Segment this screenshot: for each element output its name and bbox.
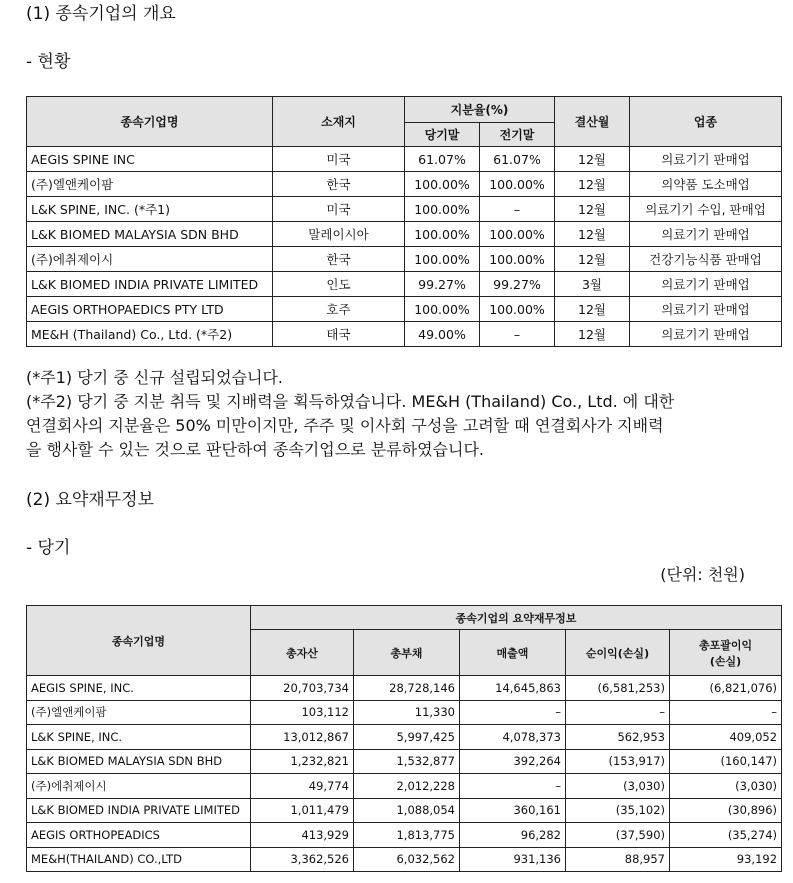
sales: – [460,774,566,799]
header-name: 종속기업명 [27,606,251,676]
net-income: 88,957 [566,847,670,872]
ownership-current: 49.00% [405,322,480,347]
total-assets: 20,703,734 [251,676,354,701]
ownership-prior: 99.27% [480,272,555,297]
ownership-current: 100.00% [405,172,480,197]
sales: 96,282 [460,823,566,848]
total-liabilities: 28,728,146 [354,676,460,701]
table-row [27,700,782,725]
location: 인도 [273,272,405,297]
company-name: ME&H (Thailand) Co., Ltd. (*주2) [27,322,273,347]
ownership-current: 99.27% [405,272,480,297]
table-row [27,847,782,872]
header-business: 업종 [630,97,782,147]
ownership-prior: 100.00% [480,297,555,322]
net-income: 562,953 [566,725,670,750]
total-assets: 3,362,526 [251,847,354,872]
company-name: AEGIS ORTHOPEADICS [27,823,251,848]
table-row [27,774,782,799]
section1-title: (1) 종속기업의 개요 [26,4,176,24]
company-name: (주)에취제이시 [27,774,251,799]
total-assets: 1,011,479 [251,798,354,823]
total-liabilities: 11,330 [354,700,460,725]
total-assets: 413,929 [251,823,354,848]
company-name: AEGIS SPINE, INC. [27,676,251,701]
table-row [27,322,782,347]
table-row [27,247,782,272]
table-row [27,222,782,247]
total-liabilities: 6,032,562 [354,847,460,872]
business-type: 의약품 도소매업 [630,172,782,197]
ownership-current: 61.07% [405,147,480,172]
business-type: 의료기기 판매업 [630,147,782,172]
comprehensive-income: (3,030) [670,774,782,799]
sales: 4,078,373 [460,725,566,750]
fiscal-month: 12월 [555,172,630,197]
total-assets: 1,232,821 [251,749,354,774]
total-assets: 49,774 [251,774,354,799]
total-liabilities: 2,012,228 [354,774,460,799]
company-name: L&K BIOMED INDIA PRIVATE LIMITED [27,272,273,297]
ownership-current: 100.00% [405,222,480,247]
location: 말레이시아 [273,222,405,247]
total-liabilities: 1,532,877 [354,749,460,774]
ownership-prior: – [480,322,555,347]
total-liabilities: 1,813,775 [354,823,460,848]
ownership-current: 100.00% [405,247,480,272]
table-row [27,749,782,774]
net-income: (153,917) [566,749,670,774]
header-fiscal-month: 결산월 [555,97,630,147]
table-row [27,823,782,848]
comprehensive-income: – [670,700,782,725]
header-summary-group: 종속기업의 요약재무정보 [251,606,782,630]
business-type: 의료기기 판매업 [630,297,782,322]
company-name: AEGIS SPINE INC [27,147,273,172]
table-row [27,297,782,322]
header-comprehensive-income [670,630,782,676]
business-type: 의료기기 판매업 [630,322,782,347]
comprehensive-income: (35,274) [670,823,782,848]
table-row [27,147,782,172]
sales: 931,136 [460,847,566,872]
location: 한국 [273,247,405,272]
sales: 14,645,863 [460,676,566,701]
table-row [27,172,782,197]
table-row [27,798,782,823]
header-total-assets: 총자산 [251,630,354,676]
comprehensive-income: 409,052 [670,725,782,750]
location: 미국 [273,147,405,172]
ownership-prior: 100.00% [480,222,555,247]
business-type: 의료기기 판매업 [630,272,782,297]
subsidiary-overview-table [26,96,782,347]
note-2-line-1: (*주2) 당기 중 지분 취득 및 지배력을 획득하였습니다. ME&H (Thailand) Co., Ltd. 에 대한 [26,392,675,411]
company-name: ME&H(THAILAND) CO.,LTD [27,847,251,872]
company-name: (주)에취제이시 [27,247,273,272]
header-current: 당기말 [405,123,480,147]
header-prior: 전기말 [480,123,555,147]
unit-label: (단위: 천원) [660,565,745,584]
total-assets: 103,112 [251,700,354,725]
table-row [27,197,782,222]
company-name: (주)엘앤케이팜 [27,172,273,197]
fiscal-month: 12월 [555,197,630,222]
table-row [27,272,782,297]
summary-financial-table [26,605,782,872]
table-row [27,725,782,750]
location: 호주 [273,297,405,322]
section2-title: (2) 요약재무정보 [26,490,155,510]
note-2-line-2: 연결회사의 지분율은 50% 미만이지만, 주주 및 이사회 구성을 고려할 때 연결회사가 지배력 [26,416,664,435]
header-net-income: 순이익(손실) [566,630,670,676]
ownership-current: 100.00% [405,197,480,222]
fiscal-month: 12월 [555,297,630,322]
fiscal-month: 12월 [555,222,630,247]
sales: 392,264 [460,749,566,774]
company-name: L&K BIOMED INDIA PRIVATE LIMITED [27,798,251,823]
total-liabilities: 5,997,425 [354,725,460,750]
company-name: L&K SPINE, INC. [27,725,251,750]
business-type: 의료기기 수입, 판매업 [630,197,782,222]
fiscal-month: 12월 [555,147,630,172]
ownership-prior: 100.00% [480,172,555,197]
total-assets: 13,012,867 [251,725,354,750]
header-name: 종속기업명 [27,97,273,147]
ownership-prior: 100.00% [480,247,555,272]
company-name: L&K BIOMED MALAYSIA SDN BHD [27,222,273,247]
location: 미국 [273,197,405,222]
sales: 360,161 [460,798,566,823]
net-income: (6,581,253) [566,676,670,701]
comp-line-1: 총포괄이익 [698,638,753,652]
status-title: - 현황 [26,52,71,72]
net-income: (35,102) [566,798,670,823]
comp-line-2: (손실) [709,654,742,668]
note-2-line-3: 을 행사할 수 있는 것으로 판단하여 종속기업으로 분류하였습니다. [26,440,485,459]
fiscal-month: 12월 [555,247,630,272]
header-total-liabilities: 총부채 [354,630,460,676]
sales: – [460,700,566,725]
header-ownership: 지분율(%) [405,97,555,123]
company-name: L&K SPINE, INC. (*주1) [27,197,273,222]
fiscal-month: 12월 [555,322,630,347]
business-type: 의료기기 판매업 [630,222,782,247]
net-income: (3,030) [566,774,670,799]
net-income: (37,590) [566,823,670,848]
total-liabilities: 1,088,054 [354,798,460,823]
ownership-prior: – [480,197,555,222]
location: 태국 [273,322,405,347]
ownership-current: 100.00% [405,297,480,322]
current-period-title: - 당기 [26,538,71,558]
business-type: 건강기능식품 판매업 [630,247,782,272]
company-name: L&K BIOMED MALAYSIA SDN BHD [27,749,251,774]
location: 한국 [273,172,405,197]
comprehensive-income: (6,821,076) [670,676,782,701]
company-name: (주)엘앤케이팜 [27,700,251,725]
comprehensive-income: (160,147) [670,749,782,774]
note-1: (*주1) 당기 중 신규 설립되었습니다. [26,368,284,387]
ownership-prior: 61.07% [480,147,555,172]
comprehensive-income: 93,192 [670,847,782,872]
table-row [27,676,782,701]
comprehensive-income: (30,896) [670,798,782,823]
fiscal-month: 3월 [555,272,630,297]
header-sales: 매출액 [460,630,566,676]
net-income: – [566,700,670,725]
header-location: 소재지 [273,97,405,147]
company-name: AEGIS ORTHOPAEDICS PTY LTD [27,297,273,322]
